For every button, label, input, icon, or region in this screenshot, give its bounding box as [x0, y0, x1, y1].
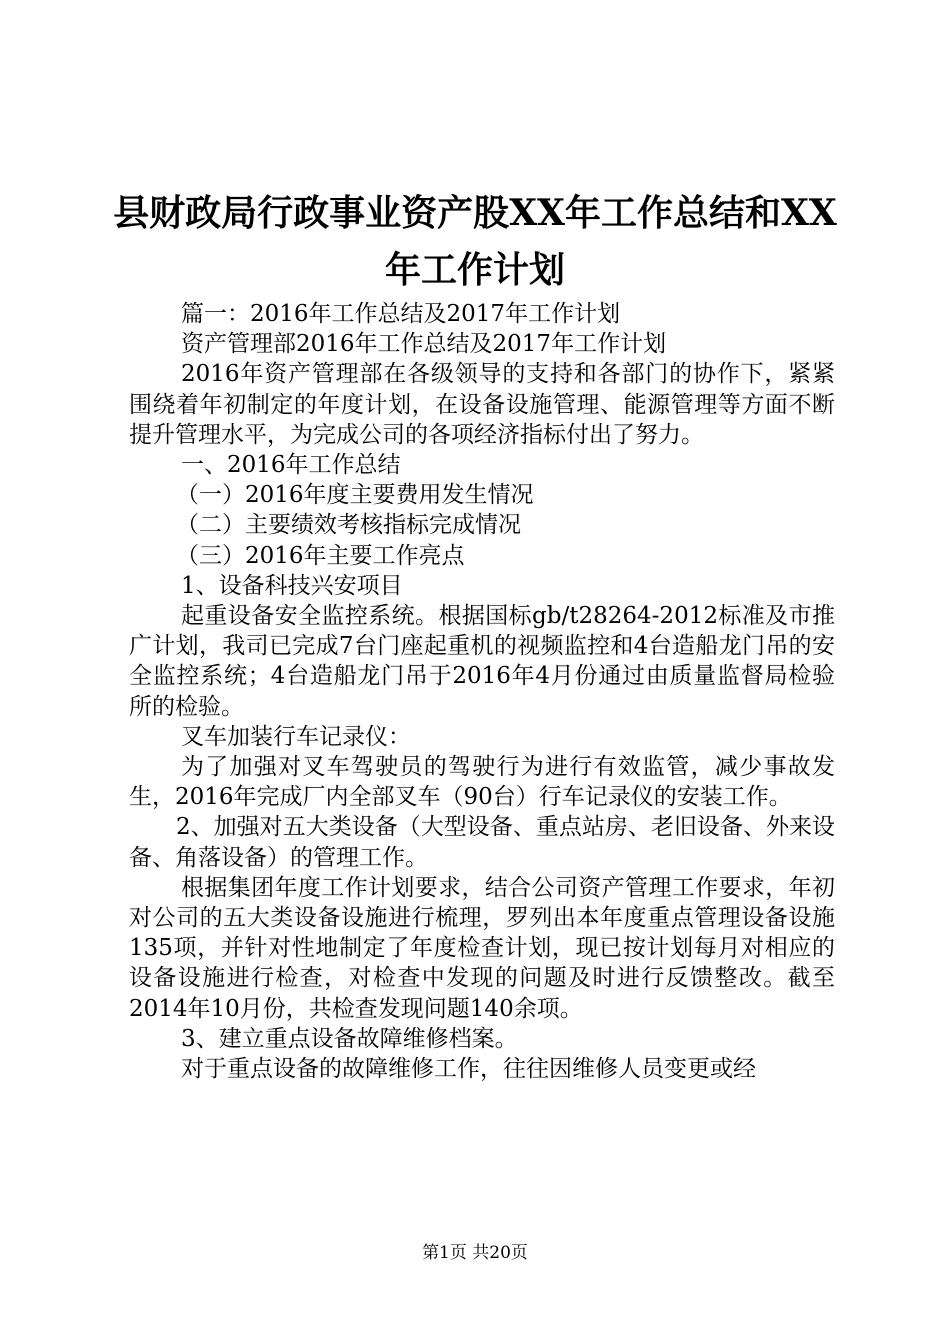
- body-paragraph: 对于重点设备的故障维修工作，往往因维修人员变更或经: [181, 1056, 756, 1083]
- item-heading: 3、建立重点设备故障维修档案。: [181, 1025, 518, 1052]
- subheading-paragraph: （一）2016年度主要费用发生情况: [176, 482, 534, 509]
- body-paragraph: 2016年资产管理部在各级领导的支持和各部门的协作下，紧紧围绕着年初制定的年度计划，在设备设施管理、能源管理等方面不断提升管理水平，为完成公司的各项经济指标付出了努力。: [129, 361, 835, 448]
- section-heading: 篇一：2016年工作总结及2017年工作计划: [181, 301, 621, 327]
- item-heading: 2、加强对五大类设备（大型设备、重点站房、老旧设备、外来设备、角落设备）的管理工作。: [129, 814, 835, 871]
- item-heading: 1、设备科技兴安项目: [181, 572, 403, 599]
- subheading-paragraph: （二）主要绩效考核指标完成情况: [176, 512, 521, 539]
- document-title-line-1: 县财政局行政事业资产股XX年工作总结和XX: [113, 192, 837, 234]
- body-paragraph: 根据集团年度工作计划要求，结合公司资产管理工作要求，年初对公司的五大类设备设施进行梳理，罗列出本年度重点管理设备设施135项，并针对性地制定了年度检查计划，现已按计划每月对相应的设备设施进行检查，对检查中发现的问题及时进行反馈整改。截至2014年10月份，共检查发现问题140余项。: [129, 874, 835, 1022]
- document-body: [129, 299, 835, 1084]
- document-title-line-2: 年工作计划: [384, 249, 565, 291]
- heading-paragraph: 一、2016年工作总结: [181, 452, 401, 479]
- body-paragraph: 叉车加装行车记录仪：: [181, 723, 411, 750]
- subheading-paragraph: （三）2016年主要工作亮点: [176, 542, 465, 569]
- page-footer: 第1页 共20页: [422, 1243, 528, 1263]
- body-paragraph: 为了加强对叉车驾驶员的驾驶行为进行有效监管，减少事故发生，2016年完成厂内全部叉车（90台）行车记录仪的安装工作。: [129, 754, 835, 811]
- body-paragraph: 起重设备安全监控系统。根据国标gb/t28264-2012标准及市推广计划，我司已完成7台门座起重机的视频监控和4台造船龙门吊的安全监控系统；4台造船龙门吊于2016年4月份通过由质量监督局检验所的检验。: [129, 603, 835, 720]
- subtitle-paragraph: 资产管理部2016年工作总结及2017年工作计划: [181, 331, 667, 358]
